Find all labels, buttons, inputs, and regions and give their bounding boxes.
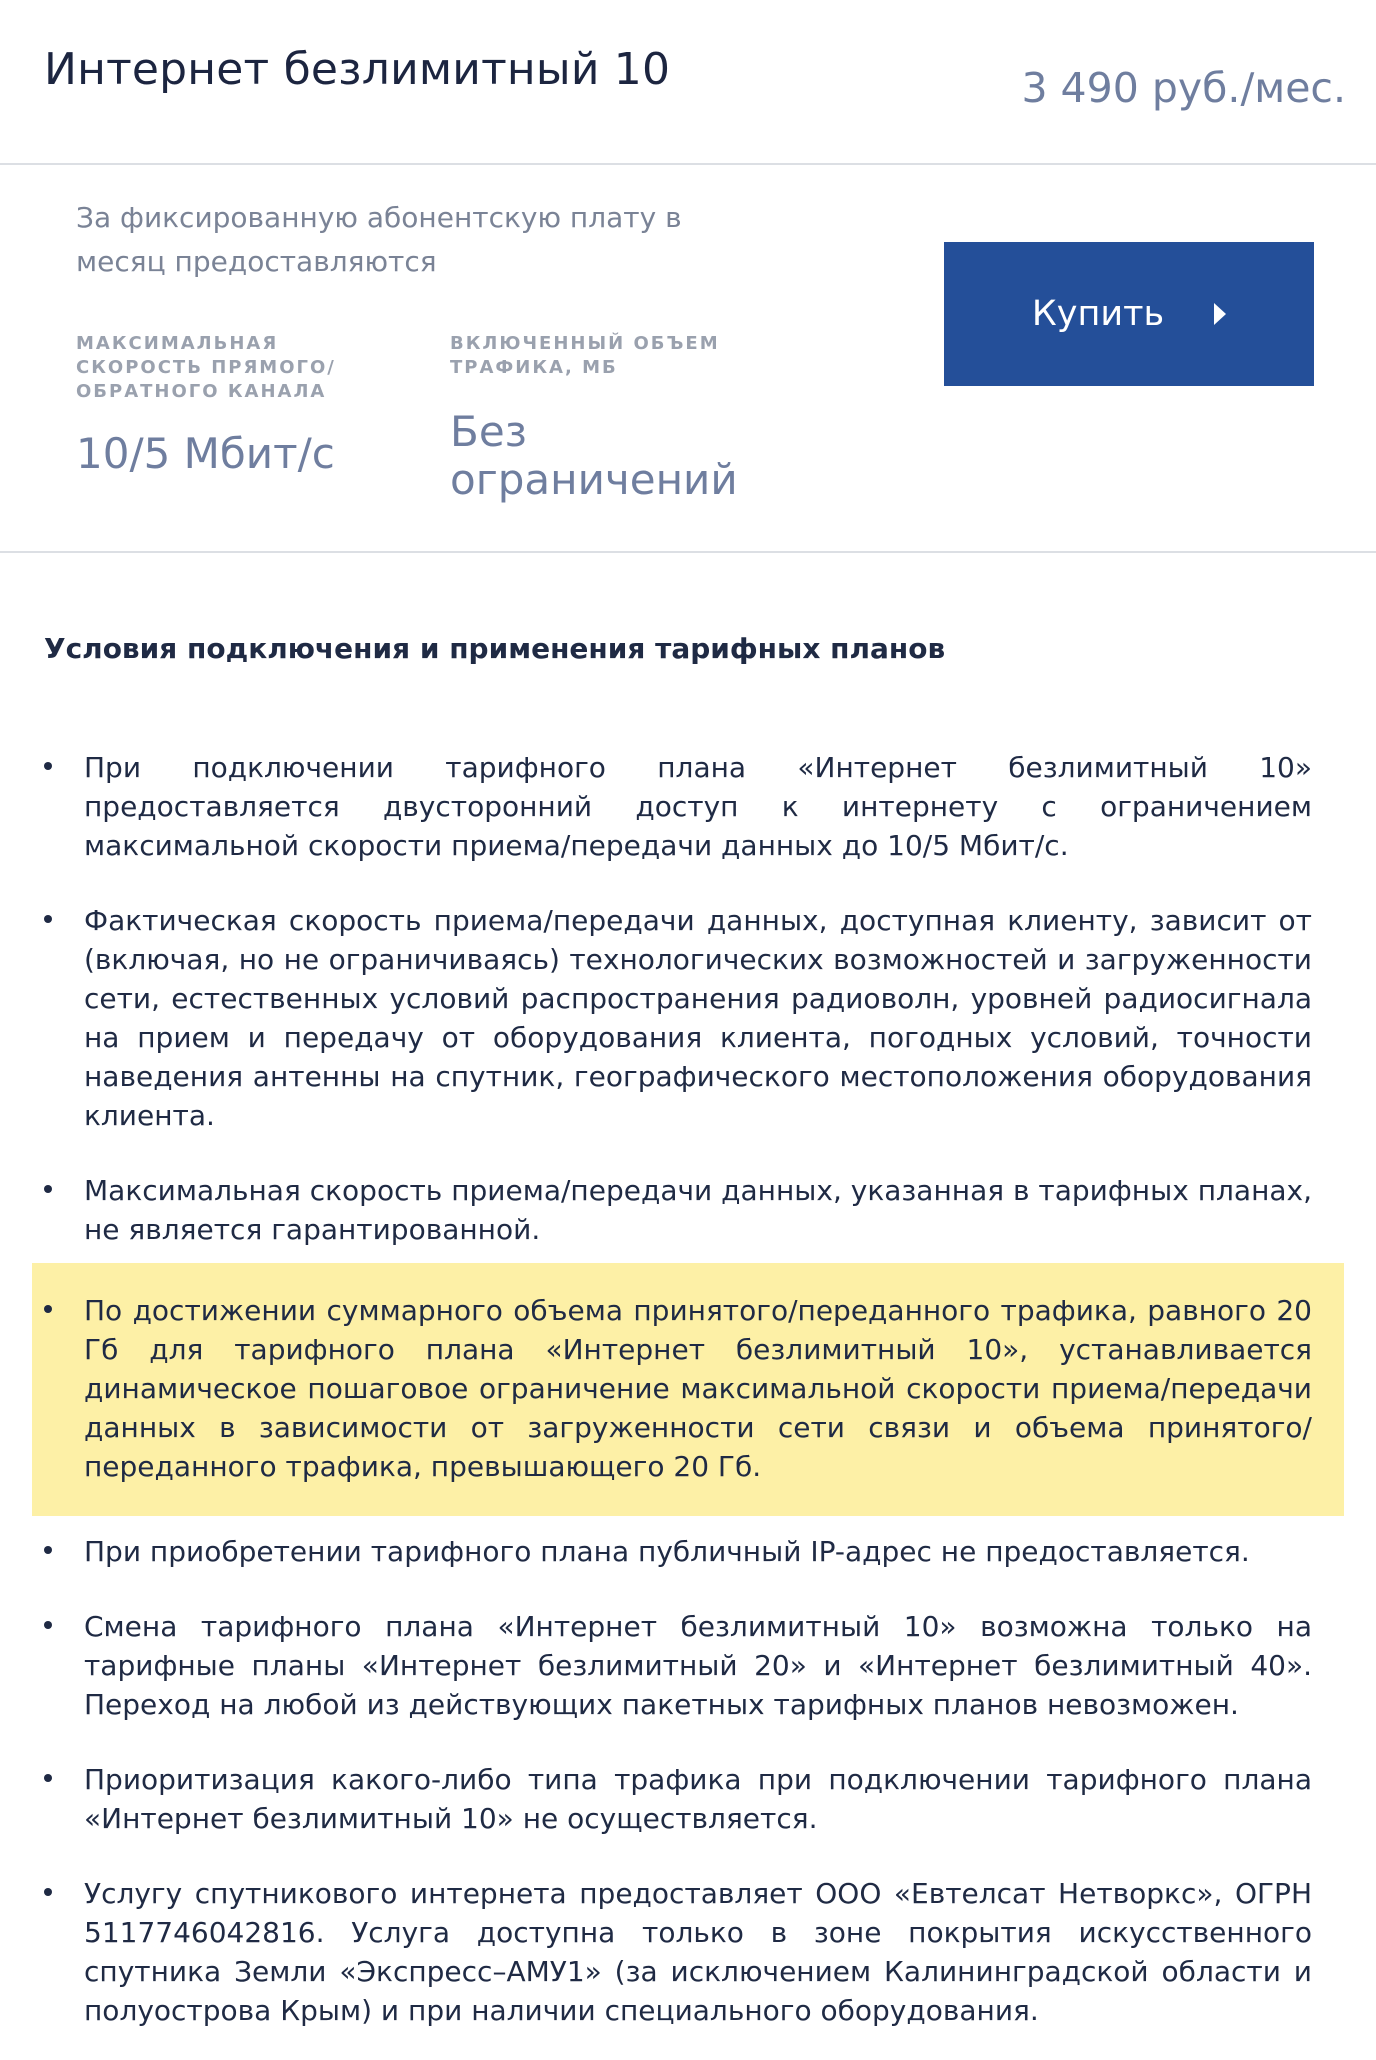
list-item xyxy=(32,1601,1344,1730)
traffic-label: ВКЛЮЧЕННЫЙ ОБЪЕМ ТРАФИКА, МБ xyxy=(450,333,720,378)
buy-button-label: Купить xyxy=(1031,294,1165,334)
header-divider xyxy=(0,163,1376,165)
list-item xyxy=(32,1868,1344,2036)
speed-value: 10/5 Мбит/с xyxy=(76,429,335,478)
list-item xyxy=(32,1165,1344,1255)
bullet-icon xyxy=(44,1888,52,1896)
caret-right-icon xyxy=(1214,303,1226,325)
plan-title: Интернет безлимитный 10 xyxy=(44,44,671,95)
conditions-list xyxy=(32,742,1344,2060)
list-item xyxy=(32,1754,1344,1844)
conditions-title: Условия подключения и применения тарифных планов xyxy=(44,632,946,665)
list-item-text: При приобретении тарифного плана публичный IP-адрес не предоставляется. xyxy=(84,1535,1250,1568)
list-item-text: Услугу спутникового интернета предоставляет ООО «Евтелсат Нетворкс», ОГРН 5117746042816. Услуга доступна только в зоне покрытия искусственного спутника Земли «Экспресс–АМУ1» (за исключением Калининградской области и полуострова Крым) и при наличии специального оборудования. xyxy=(84,1877,1312,2027)
bullet-icon xyxy=(44,1621,52,1629)
list-item-text: При подключении тарифного плана «Интернет безлимитный 10» предоставляется двусторонний доступ к интернету с ограничением максимальной скорости приема/передачи данных до 10/5 Мбит/с. xyxy=(84,751,1312,862)
bullet-icon xyxy=(44,915,52,923)
list-item-highlighted xyxy=(32,1263,1344,1516)
list-item-text: Приоритизация какого-либо типа трафика при подключении тарифного плана «Интернет безлимитный 10» не осуществляется. xyxy=(84,1763,1312,1835)
plan-price: 3 490 руб./мес. xyxy=(1021,64,1346,112)
list-item-text: Фактическая скорость приема/передачи данных, доступная клиенту, зависит от (включая, но не ограничиваясь) технологических возможностей и загруженности сети, естественных условий распространения радиоволн, уровней радиосигнала на прием и передачу от оборудования клиента, погодных условий, точности наведения антенны на спутник, географического местоположения оборудования клиента. xyxy=(84,904,1312,1132)
traffic-value: Без ограничений xyxy=(450,407,738,504)
speed-label: МАКСИМАЛЬНАЯ СКОРОСТЬ ПРЯМОГО/ ОБРАТНОГО КАНАЛА xyxy=(76,333,336,402)
buy-button[interactable] xyxy=(944,242,1314,386)
list-item xyxy=(32,742,1344,871)
bullet-icon xyxy=(44,1774,52,1782)
list-item-text: Смена тарифного плана «Интернет безлимитный 10» возможна только на тарифные планы «Интернет безлимитный 20» и «Интернет безлимитный 40». Переход на любой из действующих пакетных тарифных планов невозможен. xyxy=(84,1610,1312,1721)
list-item-text: По достижении суммарного объема принятого/переданного трафика, равного 20 Гб для тарифного плана «Интернет безлимитный 10», устанавливается динамическое пошаговое ограничение максимальной скорости приема/передачи данных в зависимости от загруженности сети связи и объема принятого/переданного трафика, превышающего 20 Гб. xyxy=(84,1294,1312,1483)
bullet-icon xyxy=(44,1185,52,1193)
summary-intro: За фиксированную абонентскую плату в месяц предоставляются xyxy=(76,201,682,278)
list-item-text: Максимальная скорость приема/передачи данных, указанная в тарифных планах, не является гарантированной. xyxy=(84,1174,1312,1246)
bullet-icon xyxy=(44,762,52,770)
bullet-icon xyxy=(44,1305,52,1313)
list-item xyxy=(32,895,1344,1141)
summary-divider xyxy=(0,551,1376,553)
bullet-icon xyxy=(44,1546,52,1554)
list-item xyxy=(32,1526,1344,1577)
